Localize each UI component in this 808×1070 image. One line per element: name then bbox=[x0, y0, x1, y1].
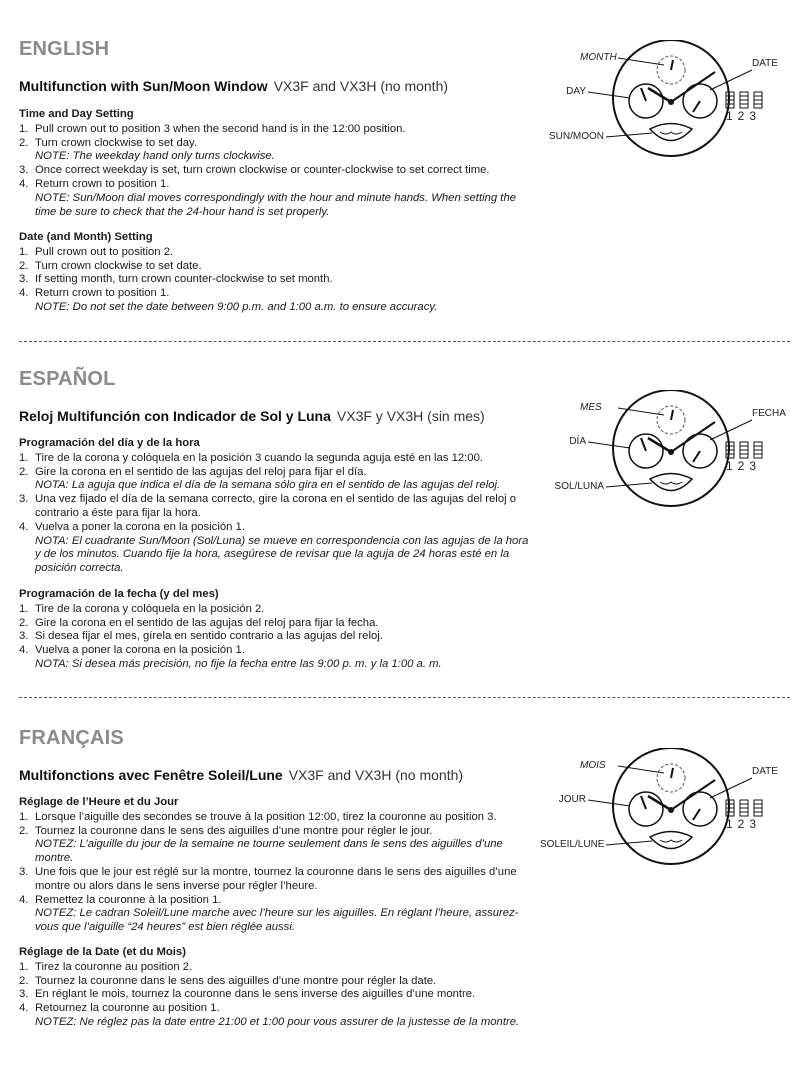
step-number: 1. bbox=[19, 451, 29, 464]
step-number: 3. bbox=[19, 630, 29, 643]
step-text: Gire la corona en el sentido de las agujas del reloj para fijar el día. bbox=[35, 465, 367, 478]
step-text: Retournez la couronne au position 1. bbox=[35, 1002, 220, 1015]
date-leader bbox=[710, 420, 752, 440]
date-month-setting bbox=[19, 946, 529, 1030]
sunmoon-label: SUN/MOON bbox=[549, 131, 604, 142]
list-item bbox=[19, 260, 529, 274]
step-number: 1. bbox=[19, 810, 29, 823]
product-models: VX3F y VX3H (sin mes) bbox=[336, 408, 485, 424]
day-leader bbox=[588, 92, 630, 98]
step-text: If setting month, turn crown counter-clockwise to set month. bbox=[35, 273, 333, 286]
day-label: DAY bbox=[566, 86, 586, 97]
step-number: 3. bbox=[19, 493, 29, 506]
step-note: NOTEZ: L’aiguille du jour de la semaine ne tourne seulement dans le sens des aiguilles d’une montre. bbox=[35, 838, 503, 865]
step-text: En réglant le mois, tournez la couronne dans le sens inverse des aiguilles d’une montre. bbox=[35, 988, 476, 1001]
watch-diagram bbox=[540, 390, 808, 510]
watch-case bbox=[613, 390, 729, 506]
crown-icon bbox=[726, 442, 762, 458]
step-number: 2. bbox=[19, 136, 29, 149]
day-label: JOUR bbox=[558, 794, 586, 805]
step-text: Tournez la couronne dans le sens des aiguilles d’une montre pour régler la date. bbox=[35, 974, 437, 987]
step-text: Return crown to position 1. bbox=[35, 287, 170, 300]
product-title bbox=[19, 78, 448, 94]
sun-moon-face bbox=[660, 132, 682, 134]
product-name: Multifunction with Sun/Moon Window bbox=[19, 78, 268, 94]
list-item bbox=[19, 137, 529, 165]
step-number: 4. bbox=[19, 520, 29, 533]
date-label: DATE bbox=[752, 58, 778, 69]
section-divider bbox=[19, 341, 790, 342]
date-hand bbox=[693, 451, 700, 462]
watch-diagram bbox=[540, 748, 808, 868]
list-item bbox=[19, 123, 529, 137]
date-leader bbox=[710, 778, 752, 798]
step-number: 3. bbox=[19, 988, 29, 1001]
watch-diagram bbox=[540, 40, 808, 160]
list-item bbox=[19, 246, 529, 260]
step-note: NOTE: The weekday hand only turns clockwise. bbox=[35, 150, 275, 163]
center-pin bbox=[668, 99, 674, 105]
step-number: 4. bbox=[19, 287, 29, 300]
day-label: DÍA bbox=[569, 436, 586, 447]
step-number: 2. bbox=[19, 824, 29, 837]
time-day-setting bbox=[19, 796, 529, 935]
step-number: 4. bbox=[19, 644, 29, 657]
list-item bbox=[19, 894, 529, 935]
date-label: DATE bbox=[752, 766, 778, 777]
sunmoon-label: SOLEIL/LUNE bbox=[540, 839, 605, 850]
step-note: NOTEZ: Ne réglez pas la date entre 21:00 et 1:00 pour vous assurer de la justesse de la montre. bbox=[35, 1015, 520, 1028]
subsection-title: Réglage de la Date (et du Mois) bbox=[19, 946, 186, 958]
steps-list bbox=[19, 452, 529, 576]
language-heading: ESPAÑOL bbox=[19, 368, 116, 390]
date-month-setting bbox=[19, 231, 529, 315]
list-item bbox=[19, 630, 529, 644]
date-leader bbox=[710, 70, 752, 90]
list-item bbox=[19, 1002, 529, 1030]
product-models: VX3F and VX3H (no month) bbox=[288, 767, 464, 783]
watch-case bbox=[613, 40, 729, 156]
day-hand bbox=[641, 88, 646, 101]
step-note: NOTA: El cuadrante Sun/Moon (Sol/Luna) se mueve en correspondencia con las agujas de la hora y de los minutos. Cuando fije la hora, asegúrese de revisar que la aguja de 24 horas esté en la posición correcta. bbox=[35, 534, 529, 575]
step-number: 2. bbox=[19, 259, 29, 272]
step-text: Once correct weekday is set, turn crown clockwise or counter-clockwise to set correct time. bbox=[35, 164, 490, 177]
step-text: Turn crown clockwise to set day. bbox=[35, 136, 197, 149]
list-item bbox=[19, 466, 529, 494]
sunmoon-label: SOL/LUNA bbox=[554, 481, 604, 492]
sunmoon-leader bbox=[606, 841, 652, 845]
step-text: Turn crown clockwise to set date. bbox=[35, 259, 202, 272]
product-title bbox=[19, 408, 485, 424]
list-item bbox=[19, 273, 529, 287]
list-item bbox=[19, 617, 529, 631]
crown-icon bbox=[726, 92, 762, 108]
step-text: Lorsque l’aiguille des secondes se trouve à la position 12:00, tirez la couronne au position 3. bbox=[35, 810, 497, 823]
step-number: 1. bbox=[19, 960, 29, 973]
steps-list bbox=[19, 811, 529, 935]
list-item bbox=[19, 644, 529, 672]
language-heading: FRANÇAIS bbox=[19, 727, 124, 749]
list-item bbox=[19, 603, 529, 617]
day-leader bbox=[588, 442, 630, 448]
date-month-setting bbox=[19, 588, 529, 672]
list-item bbox=[19, 866, 529, 894]
subsection-title: Réglage de l’Heure et du Jour bbox=[19, 796, 179, 808]
language-heading: ENGLISH bbox=[19, 38, 110, 60]
step-text: Una vez fijado el día de la semana correcto, gire la corona en el sentido de las agujas del reloj o contrario a éste para fijar la hora. bbox=[35, 493, 517, 519]
step-number: 1. bbox=[19, 122, 29, 135]
list-item bbox=[19, 521, 529, 576]
list-item bbox=[19, 811, 529, 825]
step-number: 3. bbox=[19, 865, 29, 878]
time-day-setting bbox=[19, 437, 529, 576]
center-pin bbox=[668, 807, 674, 813]
list-item bbox=[19, 825, 529, 866]
step-text: Si desea fijar el mes, gírela en sentido contrario a las agujas del reloj. bbox=[35, 630, 383, 643]
step-text: Tire de la corona y colóquela en la posición 2. bbox=[35, 602, 265, 615]
subsection-title: Programación de la fecha (y del mes) bbox=[19, 588, 219, 600]
step-text: Tirez la couronne au position 2. bbox=[35, 960, 193, 973]
sun-moon-face bbox=[660, 840, 682, 842]
center-pin bbox=[668, 449, 674, 455]
sunmoon-leader bbox=[606, 483, 652, 487]
step-number: 2. bbox=[19, 616, 29, 629]
step-number: 3. bbox=[19, 273, 29, 286]
step-number: 4. bbox=[19, 1002, 29, 1015]
step-note: NOTE: Do not set the date between 9:00 p.m. and 1:00 a.m. to ensure accuracy. bbox=[35, 300, 438, 313]
list-item bbox=[19, 164, 529, 178]
list-item bbox=[19, 452, 529, 466]
step-note: NOTEZ: Le cadran Soleil/Lune marche avec l’heure sur les aiguilles. En réglant l’heure, assurez-vous que l’aiguille “24 heures” est bien réglée aussi. bbox=[35, 907, 519, 934]
sun-moon-face bbox=[660, 482, 682, 484]
product-title bbox=[19, 767, 463, 783]
subsection-title: Time and Day Setting bbox=[19, 108, 134, 120]
crown-positions: 123 bbox=[726, 817, 762, 831]
step-text: Pull crown out to position 2. bbox=[35, 245, 174, 258]
step-text: Gire la corona en el sentido de las agujas del reloj para fijar la fecha. bbox=[35, 616, 379, 629]
steps-list bbox=[19, 123, 529, 220]
step-text: Tire de la corona y colóquela en la posición 3 cuando la segunda aguja esté en las 12:00. bbox=[35, 451, 484, 464]
subsection-title: Programación del día y de la hora bbox=[19, 437, 200, 449]
date-hand bbox=[693, 101, 700, 112]
month-hand bbox=[671, 768, 673, 778]
list-item bbox=[19, 988, 529, 1002]
day-hand bbox=[641, 796, 646, 809]
month-hand bbox=[671, 60, 673, 70]
day-leader bbox=[588, 800, 630, 806]
step-number: 3. bbox=[19, 164, 29, 177]
month-label: MONTH bbox=[580, 52, 617, 63]
step-text: Pull crown out to position 3 when the second hand is in the 12:00 position. bbox=[35, 122, 406, 135]
step-note: NOTE: Sun/Moon dial moves correspondingly with the hour and minute hands. When setting the time be sure to check that the 24-hour hand is set properly. bbox=[35, 191, 517, 218]
crown-positions: 123 bbox=[726, 459, 762, 473]
section-divider bbox=[19, 697, 790, 698]
steps-list bbox=[19, 961, 529, 1030]
step-text: Vuelva a poner la corona en la posición 1. bbox=[35, 520, 245, 533]
step-number: 4. bbox=[19, 893, 29, 906]
step-text: Une fois que le jour est réglé sur la montre, tournez la couronne dans le sens des aiguilles d’une montre ou alors dans le sens inverse pour régler l’heure. bbox=[35, 865, 517, 892]
day-hand bbox=[641, 438, 646, 451]
product-models: VX3F and VX3H (no month) bbox=[273, 78, 449, 94]
month-hand bbox=[671, 410, 673, 420]
step-text: Tournez la couronne dans le sens des aiguilles d’une montre pour régler le jour. bbox=[35, 824, 433, 837]
subsection-title: Date (and Month) Setting bbox=[19, 231, 153, 243]
step-number: 2. bbox=[19, 974, 29, 987]
month-label: MES bbox=[580, 402, 602, 413]
step-text: Vuelva a poner la corona en la posición 1. bbox=[35, 644, 245, 657]
crown-positions: 123 bbox=[726, 109, 762, 123]
crown-icon bbox=[726, 800, 762, 816]
month-label: MOIS bbox=[580, 760, 606, 771]
list-item bbox=[19, 178, 529, 219]
time-day-setting bbox=[19, 108, 529, 219]
step-note: NOTA: Si desea más precisión, no fije la fecha entre las 9:00 p. m. y la 1:00 a. m. bbox=[35, 657, 442, 670]
step-text: Return crown to position 1. bbox=[35, 177, 170, 190]
list-item bbox=[19, 493, 529, 521]
product-name: Reloj Multifunción con Indicador de Sol y Luna bbox=[19, 408, 331, 424]
list-item bbox=[19, 961, 529, 975]
list-item bbox=[19, 975, 529, 989]
step-number: 1. bbox=[19, 602, 29, 615]
date-label: FECHA bbox=[752, 408, 786, 419]
date-hand bbox=[693, 809, 700, 820]
step-note: NOTA: La aguja que indica el día de la semana sólo gira en el sentido de las agujas del reloj. bbox=[35, 479, 501, 492]
step-text: Remettez la couronne à la position 1. bbox=[35, 893, 222, 906]
product-name: Multifonctions avec Fenêtre Soleil/Lune bbox=[19, 767, 283, 783]
sunmoon-leader bbox=[606, 133, 652, 137]
step-number: 1. bbox=[19, 245, 29, 258]
steps-list bbox=[19, 603, 529, 672]
step-number: 2. bbox=[19, 465, 29, 478]
steps-list bbox=[19, 246, 529, 315]
step-number: 4. bbox=[19, 177, 29, 190]
watch-case bbox=[613, 748, 729, 864]
list-item bbox=[19, 287, 529, 315]
